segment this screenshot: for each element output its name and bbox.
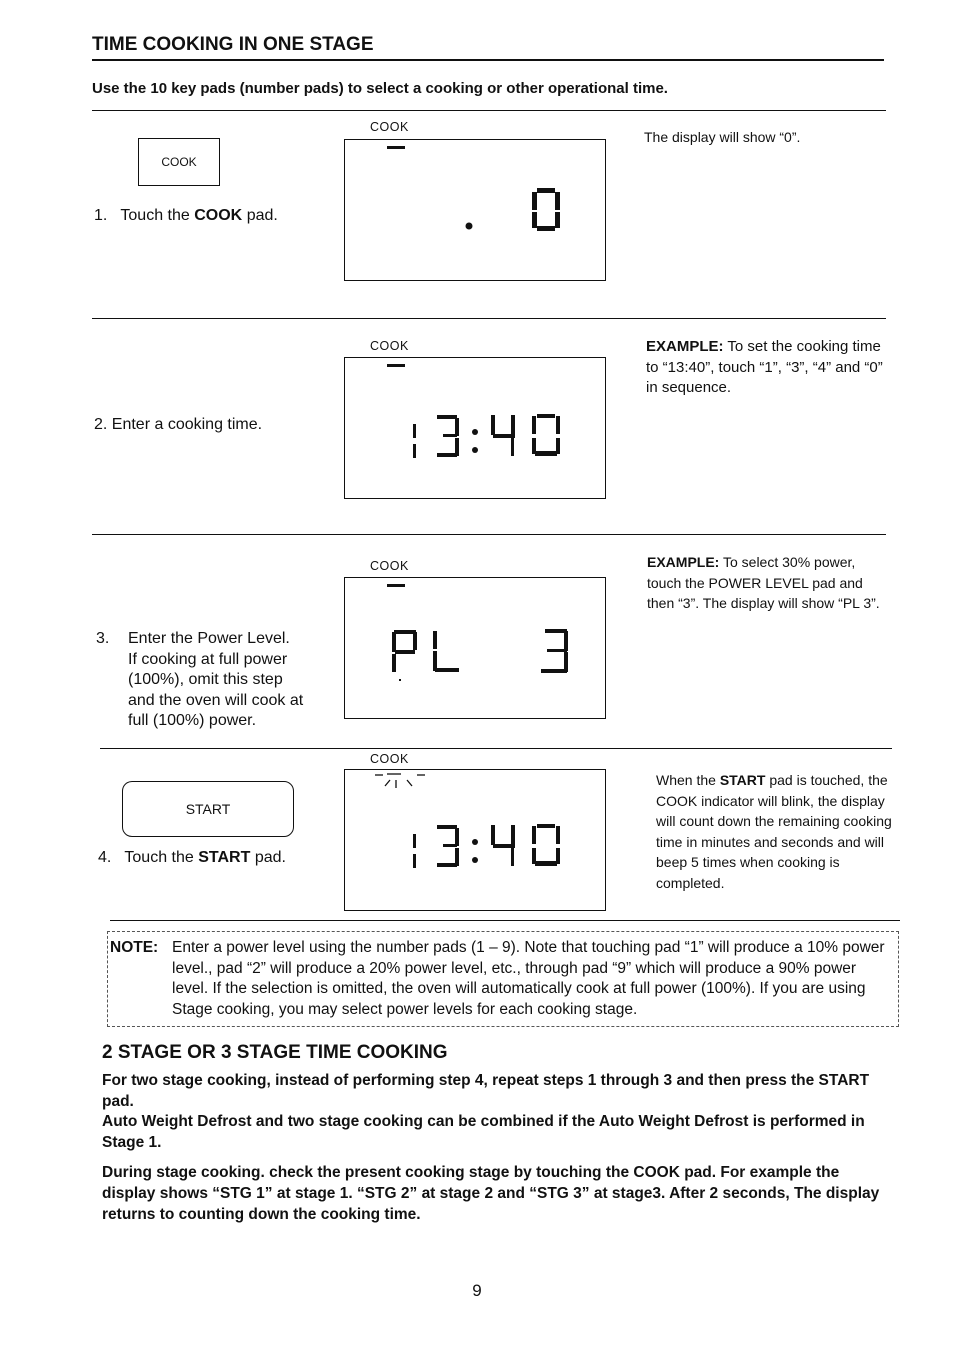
display-digits bbox=[345, 578, 605, 718]
intro-text: Use the 10 key pads (number pads) to select a cooking or other operational time. bbox=[92, 80, 668, 97]
example-text: To select 30% power, touch the POWER LEVEL pad and then “3”. The display will show “PL 3”. bbox=[647, 554, 880, 611]
side-text: pad is touched, the COOK indicator will blink, the display will count down the remaining cooking time in minutes and seconds and will beep 5 times when cooking is completed. bbox=[656, 772, 892, 891]
instruction-text: pad. bbox=[246, 207, 278, 224]
paragraph: Auto Weight Defrost and two stage cooking can be combined if the Auto Weight Defrost is performed in Stage 1. bbox=[102, 1113, 865, 1151]
step4-instruction bbox=[98, 848, 286, 869]
display-screen bbox=[344, 577, 606, 719]
instruction-line: full (100%) power. bbox=[128, 712, 257, 729]
instruction-line: If cooking at full power bbox=[128, 650, 288, 668]
cook-pad[interactable] bbox=[138, 138, 220, 186]
example-label: EXAMPLE: bbox=[647, 554, 720, 570]
digit-4 bbox=[491, 825, 515, 866]
note-body: Enter a power level using the number pads (1 – 9). Note that touching pad “1” will produce a 10% power level., pad “2” will produce a 20% power level, etc., through pad “9” which will produce a 90% power level. If the selection is omitted, the oven will automatically cook at full power (100%). If you are using Stage cooking, you may select power levels for each cooking stage. bbox=[172, 939, 885, 1018]
display-cook-label: COOK bbox=[370, 752, 409, 766]
step-number: 4. bbox=[98, 849, 112, 866]
display-cook-label: COOK bbox=[370, 339, 409, 353]
display-screen bbox=[344, 769, 606, 911]
example-text: To set the cooking time to “13:40”, touch “1”, “3”, “4” and “0” in sequence. bbox=[646, 338, 883, 396]
step3-instruction bbox=[128, 629, 338, 732]
divider bbox=[100, 748, 892, 749]
step2-side-note bbox=[646, 337, 886, 399]
display-dot bbox=[466, 223, 473, 230]
step3-side-note bbox=[647, 552, 885, 614]
digit-0 bbox=[532, 824, 560, 866]
blinking-cook-indicator bbox=[375, 774, 425, 788]
digit-0 bbox=[532, 414, 560, 456]
instruction-text: Touch the bbox=[120, 207, 190, 224]
instruction-text: pad. bbox=[254, 849, 286, 866]
digit-3 bbox=[437, 415, 459, 457]
cook-pad-label: COOK bbox=[161, 155, 197, 169]
digit-3 bbox=[437, 825, 459, 867]
note bbox=[110, 938, 895, 1018]
instruction-line: (100%), omit this step bbox=[128, 671, 283, 688]
display-digits bbox=[345, 358, 605, 498]
divider bbox=[92, 534, 886, 535]
title-underline bbox=[92, 59, 884, 61]
digit-4 bbox=[491, 415, 515, 456]
display-cook-label: COOK bbox=[370, 120, 409, 134]
display-screen bbox=[344, 139, 606, 281]
display-digits bbox=[345, 140, 605, 280]
cook-indicator bbox=[387, 146, 405, 149]
instruction-key: COOK bbox=[194, 207, 243, 224]
digit-0 bbox=[532, 188, 560, 231]
cook-indicator bbox=[387, 364, 405, 367]
start-pad-label: START bbox=[185, 801, 231, 817]
letter-l bbox=[433, 631, 459, 672]
step1-instruction bbox=[94, 206, 278, 227]
instruction-line: Enter the Power Level. bbox=[128, 630, 290, 647]
side-key: START bbox=[719, 772, 766, 788]
digit-1 bbox=[413, 424, 416, 458]
display-screen bbox=[344, 357, 606, 499]
start-pad[interactable] bbox=[122, 781, 294, 837]
note-label: NOTE: bbox=[110, 939, 159, 956]
paragraph: For two stage cooking, instead of performing step 4, repeat steps 1 through 3 and then press the START pad. bbox=[102, 1072, 870, 1110]
cook-indicator bbox=[387, 584, 405, 587]
digit-1 bbox=[413, 834, 416, 868]
display-digits bbox=[345, 770, 605, 910]
page-number: 9 bbox=[472, 1281, 482, 1300]
colon bbox=[472, 839, 478, 863]
letter-p bbox=[392, 630, 417, 672]
example-label: EXAMPLE: bbox=[646, 338, 724, 355]
side-text: When the bbox=[656, 772, 716, 788]
section-heading: 2 STAGE OR 3 STAGE TIME COOKING bbox=[102, 1042, 448, 1063]
instruction-key: START bbox=[198, 849, 251, 866]
digit-3 bbox=[541, 629, 568, 673]
page-title: TIME COOKING IN ONE STAGE bbox=[92, 34, 374, 55]
step4-side-note bbox=[656, 770, 892, 893]
step3-number: 3. bbox=[96, 630, 110, 647]
step1-side-note: The display will show “0”. bbox=[644, 129, 801, 145]
divider bbox=[92, 318, 886, 319]
colon bbox=[472, 429, 478, 453]
step2-instruction: 2. Enter a cooking time. bbox=[94, 416, 263, 433]
divider bbox=[110, 920, 900, 921]
instruction-text: Touch the bbox=[124, 849, 194, 866]
divider bbox=[92, 110, 886, 111]
step-number: 1. bbox=[94, 207, 108, 224]
display-dot bbox=[399, 679, 401, 681]
display-cook-label: COOK bbox=[370, 559, 409, 573]
instruction-line: and the oven will cook at bbox=[128, 691, 304, 709]
paragraph: During stage cooking. check the present cooking stage by touching the COOK pad. For example the display shows “STG 1” at stage 1. “STG 2” at stage 2 and “STG 3” at stage3. After 2 seconds, The display returns to counting down the cooking time. bbox=[102, 1164, 880, 1223]
